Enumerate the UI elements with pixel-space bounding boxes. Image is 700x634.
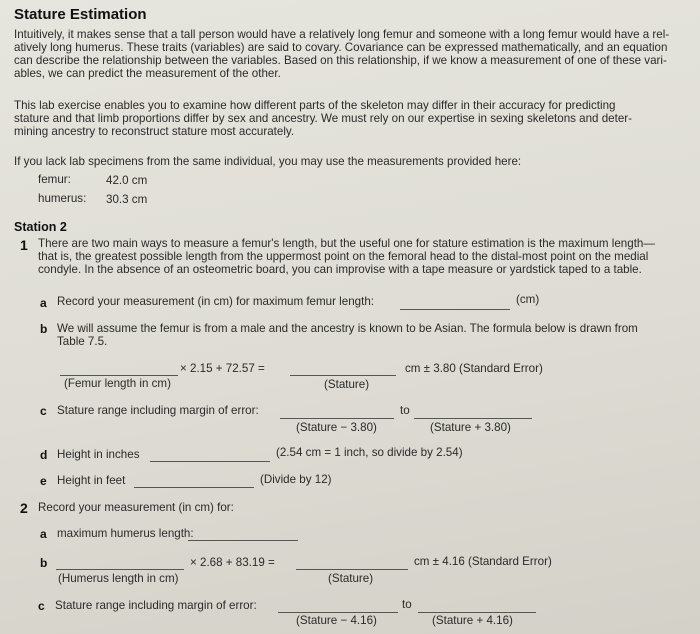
height-feet-input[interactable] [134,487,254,488]
femur-stature-min-input[interactable] [280,418,394,419]
q1-line-2: that is, the greatest possible length from the uppermost point on the femoral head to the distal-most point on the medial [38,250,649,263]
specimens-intro: If you lack lab specimens from the same individual, you may use the measurements provided here: [14,155,522,168]
humerus-length-input[interactable] [56,569,184,570]
q2c-to: to [402,598,412,611]
q2b-formula: × 2.68 + 83.19 = [190,556,275,569]
q1e-text: Height in feet [57,474,126,487]
q1b-formula: × 2.15 + 72.57 = [180,362,265,375]
lab-line-2: stature and that limb proportions differ by sex and ancestry. We must rely on our expertise in sexing skeletons and deter- [14,112,633,125]
femur-length-field[interactable] [400,309,510,310]
q1e-note: (Divide by 12) [260,473,332,486]
q1b-line-1: We will assume the femur is from a male and the ancestry is known to be Asian. The formula below is drawn from [57,322,638,335]
q1a-text: Record your measurement (in cm) for maximum femur length: [57,295,374,308]
q1d-letter: d [40,448,48,462]
q1c-to: to [400,404,410,417]
q1b-error: cm ± 3.80 (Standard Error) [405,362,543,375]
q2b-length-label: (Humerus length in cm) [58,572,179,585]
specimen-femur-label: femur: [38,173,71,186]
lab-line-3: mining ancestry to reconstruct stature most accurately. [14,125,295,138]
intro-line-1: Intuitively, it makes sense that a tall person would have a relatively long femur and someone with a long femur would have a rel- [14,28,670,41]
page-title: Stature Estimation [14,6,147,23]
q1c-letter: c [40,404,47,418]
specimen-femur-value: 42.0 cm [106,174,148,187]
q2c-text: Stature range including margin of error: [55,599,257,612]
q2a-letter: a [40,527,47,541]
q1b-line-2: Table 7.5. [57,335,108,348]
humerus-stature-min-input[interactable] [278,612,398,613]
femur-length-input[interactable] [60,375,178,376]
q1a-letter: a [40,296,47,310]
intro-line-3: can describe the relationship between the variables. Based on this relationship, if we know a measurement of one of these vari- [14,54,667,67]
q1b-length-label: (Femur length in cm) [64,377,171,390]
question-2-number: 2 [20,500,28,516]
humerus-stature-input[interactable] [296,569,408,570]
q1c-text: Stature range including margin of error: [57,404,259,417]
q1c-minus-label: (Stature − 3.80) [296,421,377,434]
specimen-humerus-label: humerus: [38,192,87,205]
intro-line-2: atively long humerus. These traits (variables) are said to covary. Covariance can be expressed mathematically, and an equation [14,41,668,54]
q1-line-3: condyle. In the absence of an osteometric board, you can improvise with a tape measure or yardstick taped to a table. [38,263,642,276]
femur-stature-max-input[interactable] [414,418,532,419]
q2-text: Record your measurement (in cm) for: [38,501,234,514]
q1c-plus-label: (Stature + 3.80) [430,421,511,434]
q2c-letter: c [38,599,45,613]
station-heading: Station 2 [14,220,67,234]
lab-line-1: This lab exercise enables you to examine how different parts of the skeleton may differ in their accuracy for predicting [14,99,616,112]
humerus-length-field[interactable] [188,540,298,541]
q1d-note: (2.54 cm = 1 inch, so divide by 2.54) [276,446,463,459]
q2c-plus-label: (Stature + 4.16) [432,614,513,627]
q2a-text: maximum humerus length: [57,527,194,540]
q1b-stature-label: (Stature) [324,378,370,391]
femur-stature-input[interactable] [290,375,396,376]
q2b-letter: b [40,556,48,570]
height-inches-input[interactable] [150,461,270,462]
q2c-minus-label: (Stature − 4.16) [296,614,377,627]
q2b-stature-label: (Stature) [328,572,374,585]
humerus-stature-max-input[interactable] [418,612,536,613]
q1-line-1: There are two main ways to measure a femur's length, but the useful one for stature estimation is the maximum length— [38,237,655,250]
specimen-humerus-value: 30.3 cm [106,193,148,206]
q2b-error: cm ± 4.16 (Standard Error) [414,555,552,568]
intro-line-4: ables, we can predict the measurement of the other. [14,67,281,80]
question-1-number: 1 [20,237,28,253]
q1a-unit: (cm) [516,293,540,306]
q1e-letter: e [40,474,47,488]
q1d-text: Height in inches [57,448,140,461]
q1b-letter: b [40,322,48,336]
